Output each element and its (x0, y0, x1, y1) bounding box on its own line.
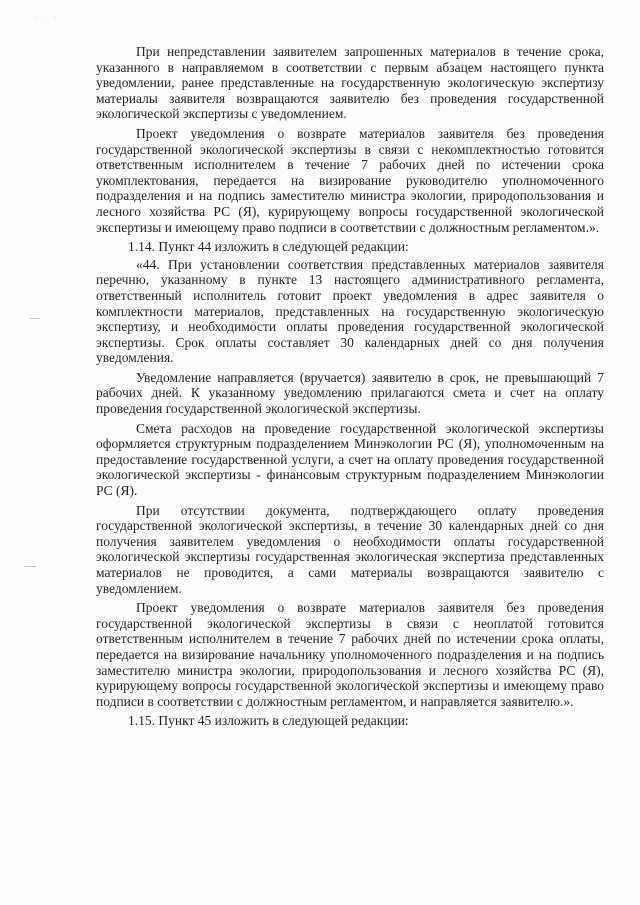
paragraph-no-payment: При отсутствии документа, подтверждающего оплату проведения государственной экологической экспертизы, в течение 30 календарных дней со дня получения заявителем уведомления о необходимости оплаты государственной экологической экспертизы государственная экологическая экспертиза представленных материалов не проводится, а сами материалы возвращаются заявителю с уведомлением. (96, 502, 604, 596)
item-1-15-heading: 1.15. Пункт 45 изложить в следующей редакции: (128, 713, 409, 729)
paragraph-estimate: Смета расходов на проведение государственной экологической экспертизы оформляется структурным подразделением Минэкологии РС (Я), уполномоченным на предоставление государственной услуги, а счет на оплату проведения государственной экологической экспертизы - финансовым структурным подразделением Минэкологии РС (Я). (96, 420, 604, 499)
scan-artifact-top: · · · (34, 14, 60, 22)
scan-mark-left-2 (24, 566, 36, 567)
paragraph-44: «44. При установлении соответствия представленных материалов заявителя перечню, указанному в пункте 13 настоящего административного регламента, ответственный исполнитель готовит проект уведомления в адрес заявителя о комплектности материалов, представленных на государственную экологическую экспертизу, и необходимости оплаты проведения государственной экологической экспертизы. Срок оплаты составляет 30 календарных дней со дня получения уведомления. (96, 256, 604, 366)
paragraph-1: При непредставлении заявителем запрошенных материалов в течение срока, указанного в направляемом в соответствии с первым абзацем настоящего пункта уведомлении, ранее представленные на государственную экологическую экспертизу материалы заявителя возвращаются заявителю без проведения государственной экологической экспертизы с уведомлением. (96, 44, 604, 122)
item-1-14-heading: 1.14. Пункт 44 изложить в следующей редакции: (128, 239, 409, 255)
paragraph-notification: Уведомление направляется (вручается) заявителю в срок, не превышающий 7 рабочих дней. К указанному уведомлению прилагаются смета и счет на оплату проведения государственной экологической экспертизы. (96, 369, 604, 417)
paragraph-2: Проект уведомления о возврате материалов заявителя без проведения государственной экологической экспертизы в связи с некомплектностью готовится ответственным исполнителем в течение 7 рабочих дней по истечении срока укомплектования, передается на визирование руководителю уполномоченного подразделения и на подпись заместителю министра экологии, природопользования и лесного хозяйства РС (Я), курирующему вопросы государственной экологической экспертизы и имеющему право подписи в соответствии с должностным регламентом.». (96, 125, 604, 235)
paragraph-return-project: Проект уведомления о возврате материалов заявителя без проведения государственной экологической экспертизы в связи с неоплатой готовится ответственным исполнителем в течение 7 рабочих дней по истечении срока оплаты, передается на визирование начальнику уполномоченного подразделения и на подпись заместителю министра экологии, природопользования и лесного хозяйства РС (Я), курирующему вопросы государственной экологической экспертизы и имеющему право подписи в соответствии с должностным регламентом, и направляется заявителю.». (96, 600, 604, 709)
scan-mark-left-1 (30, 318, 40, 319)
document-body (96, 44, 604, 731)
